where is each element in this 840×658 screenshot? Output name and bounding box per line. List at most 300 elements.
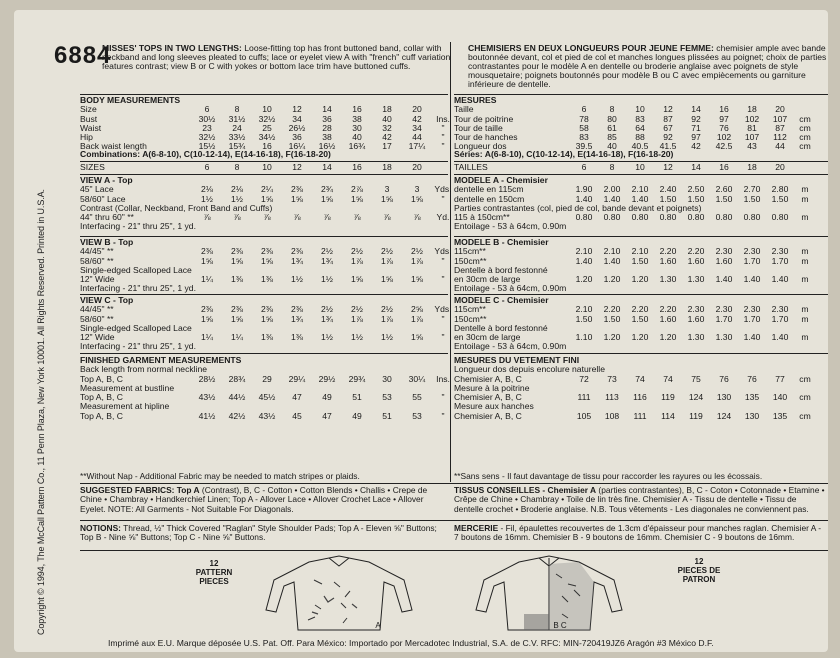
cell-value: 53 <box>412 410 422 421</box>
row-label: Top A, B, C <box>80 410 123 421</box>
row-label: Entoilage - 53 à 64cm, 0.90m <box>454 341 567 352</box>
cell-value: ⅞ <box>353 212 361 223</box>
unit: m <box>801 332 809 343</box>
cell-value: 2⅜ <box>261 304 273 315</box>
cell-value: 74 <box>635 373 645 384</box>
cell-value: 1.30 <box>715 332 733 343</box>
cell-value: 1½ <box>321 332 333 343</box>
unit: " <box>441 122 445 133</box>
cell-value: 1.50 <box>743 193 761 204</box>
cell-value: 1⅝ <box>321 193 333 204</box>
cell-value: 1¾ <box>321 313 333 324</box>
english-heading-desc: Loose-fitting top has front buttoned band, collar with neckband and long sleeves pleated to cuffs; lace or eyelet view A with "french" cuff variation features contrast; view B or C with yokes or bottom lace trim have buttoned cuffs. <box>102 43 451 71</box>
cell-value: 24 <box>232 122 242 133</box>
table-row <box>454 342 816 351</box>
size-value: 6 <box>581 162 587 172</box>
cell-value: 1⅝ <box>261 313 273 324</box>
view-a-yardage-title: VIEW A - Top <box>80 175 133 185</box>
cell-value: 2⅝ <box>411 304 423 315</box>
cell-value: 43½ <box>258 410 276 421</box>
unit: " <box>441 255 445 266</box>
cell-value: 1.50 <box>771 193 789 204</box>
cell-value: 1.40 <box>631 193 649 204</box>
tailles-row <box>454 163 794 172</box>
row-label: Taille <box>454 104 474 115</box>
cell-value: 8 <box>234 104 240 115</box>
row-label: Mesure aux hanches <box>454 401 534 412</box>
cell-value: 1⅝ <box>411 332 423 343</box>
cell-value: 1.20 <box>603 332 621 343</box>
cell-value: 2⅜ <box>261 246 273 257</box>
size-value: 14 <box>691 162 701 172</box>
cell-value: 44½ <box>228 392 246 403</box>
french-heading <box>468 44 828 89</box>
cell-value: 18 <box>747 104 757 115</box>
cell-value: 42 <box>382 132 392 143</box>
cell-value: 1⅝ <box>381 274 393 285</box>
row-label: 12" Wide <box>80 274 115 285</box>
cell-value: 14 <box>322 104 332 115</box>
cell-value: 135 <box>744 392 760 403</box>
cell-value: 76 <box>719 122 729 133</box>
cell-value: 1.50 <box>603 313 621 324</box>
mesures-title: MESURES <box>454 95 497 105</box>
mesures-vetement-fini <box>454 356 816 421</box>
cell-value: 1⅝ <box>231 313 243 324</box>
cell-value: 55 <box>412 392 422 403</box>
cell-value: 26½ <box>288 122 306 133</box>
row-label: Measurement at bustline <box>80 382 175 393</box>
unit: m <box>801 246 809 257</box>
cell-value: 15½ <box>198 141 216 152</box>
cell-value: 20 <box>775 104 785 115</box>
cell-value: 2.30 <box>771 304 789 315</box>
cell-value: 16 <box>352 104 362 115</box>
cell-value: 77 <box>775 373 785 384</box>
cell-value: 15¾ <box>228 141 246 152</box>
cell-value: 20 <box>412 104 422 115</box>
row-label: dentelle en 115cm <box>454 184 524 195</box>
cell-value: 47 <box>322 410 332 421</box>
unit: Yds. <box>434 246 452 257</box>
unit: cm <box>799 373 811 384</box>
fabrics-title: SUGGESTED FABRICS: Top A <box>80 485 200 495</box>
unit: m <box>801 313 809 324</box>
cell-value: 64 <box>635 122 645 133</box>
row-label: Measurement at hipline <box>80 401 170 412</box>
cell-value: 41½ <box>198 410 216 421</box>
cell-value: ⅞ <box>383 212 391 223</box>
cell-value: 1⅜ <box>291 332 303 343</box>
tissus-title: TISSUS CONSEILLES - Chemisier A <box>454 485 597 495</box>
cell-value: 1.50 <box>631 313 649 324</box>
cell-value: 92 <box>691 113 701 124</box>
cell-value: 1⅜ <box>261 332 273 343</box>
size-value: 8 <box>234 162 240 172</box>
french-heading-desc: chemisier ample avec bande boutonnée devant, col et pied de col et manches longues plissées au poignet; choix de parties contrastantes pour le modèle A en dentelle ou broderie anglaise avec poignets de style mousquetaire; poignets boutonnés pour modèle B ou C avec empiècements ou garniture inférieure de dentelle. <box>468 43 827 89</box>
cell-value: 30 <box>382 373 392 384</box>
cell-value: 42 <box>691 141 701 152</box>
unit: cm <box>799 113 811 124</box>
cell-value: 1⅝ <box>291 193 303 204</box>
cell-value: 3 <box>384 184 390 195</box>
cell-value: 2⅜ <box>291 304 303 315</box>
cell-value: 97 <box>719 113 729 124</box>
cell-value: 107 <box>744 132 760 143</box>
cell-value: 1⅝ <box>411 193 423 204</box>
cell-value: 49 <box>322 392 332 403</box>
view-a-label: A <box>375 621 381 630</box>
notions-title: NOTIONS: <box>80 523 121 533</box>
cell-value: 1¾ <box>291 313 303 324</box>
size-value: 18 <box>747 162 757 172</box>
pattern-envelope-back <box>14 10 828 652</box>
cell-value: 2.10 <box>631 246 649 257</box>
cell-value: 36 <box>292 132 302 143</box>
cell-value: 25 <box>262 122 272 133</box>
cell-value: 0.80 <box>603 212 621 223</box>
size-value: 20 <box>412 162 422 172</box>
cell-value: 2.00 <box>603 184 621 195</box>
row-label: 58/60" ** <box>80 313 114 324</box>
mercerie <box>454 524 826 543</box>
cell-value: 1.70 <box>743 313 761 324</box>
cell-value: 2.30 <box>743 246 761 257</box>
tailles-row-label: TAILLES <box>454 162 488 172</box>
table-row <box>454 222 816 231</box>
row-label: Longueur dos depuis encolure naturelle <box>454 364 605 375</box>
row-label: Hip <box>80 132 93 143</box>
row-label: en 30cm de large <box>454 332 521 343</box>
cell-value: 1.30 <box>659 274 677 285</box>
cell-value: 1⅝ <box>231 255 243 266</box>
row-label: dentelle en 150cm <box>454 193 525 204</box>
fabrics-text: (Contrast), B, C - Cotton • Cotton Blends • Challis • Crepe de Chine • Chambray • Handkerchief Linen; Top A - Allover Lace • Allover Crochet Lace • Allover Eyelet. NOTE: All Garments - Not Suitable For Diagonals. <box>80 485 428 514</box>
cell-value: 1.20 <box>631 274 649 285</box>
cell-value: 29¾ <box>348 373 366 384</box>
cell-value: 2⅜ <box>201 246 213 257</box>
cell-value: 102 <box>744 113 760 124</box>
cell-value: 1.40 <box>743 274 761 285</box>
cell-value: 29¼ <box>288 373 306 384</box>
cell-value: 45½ <box>258 392 276 403</box>
unit: Ins. <box>436 373 450 384</box>
row-label: Dentelle à bord festonné <box>454 264 548 275</box>
cell-value: 0.80 <box>771 212 789 223</box>
row-label: Tour de hanches <box>454 132 518 143</box>
cell-value: 42½ <box>228 410 246 421</box>
cell-value: 85 <box>607 132 617 143</box>
copyright-text: Copyright © 1994, The McCall Pattern Co., 11 Penn Plaza, New York 10001. All Rights Reserved. Printed in U.S.A. <box>36 189 46 635</box>
english-heading <box>102 44 462 71</box>
cell-value: 18 <box>382 104 392 115</box>
cell-value: 80 <box>607 113 617 124</box>
size-value: 8 <box>609 162 615 172</box>
size-value: 10 <box>635 162 645 172</box>
cell-value: 17 <box>382 141 392 152</box>
cell-value: 1.30 <box>687 332 705 343</box>
row-label: Back length from normal neckline <box>80 364 208 375</box>
cell-value: 1¾ <box>291 255 303 266</box>
cell-value: 1.70 <box>743 255 761 266</box>
pattern-pieces-count: 12 <box>209 559 219 568</box>
cell-value: 6 <box>581 104 587 115</box>
cell-value: 1.90 <box>575 184 593 195</box>
cell-value: 73 <box>607 373 617 384</box>
row-label: 115 à 150cm** <box>454 212 510 223</box>
size-value: 6 <box>204 162 210 172</box>
unit: Yds. <box>434 304 452 315</box>
cell-value: 1⅝ <box>381 193 393 204</box>
cell-value: 16 <box>262 141 272 152</box>
pattern-number: 6884 <box>54 42 112 69</box>
unit: cm <box>799 410 811 421</box>
cell-value: 113 <box>605 392 619 403</box>
size-value: 20 <box>775 162 785 172</box>
cell-value: 87 <box>775 122 785 133</box>
cell-value: 2.30 <box>687 304 705 315</box>
cell-value: 28 <box>322 122 332 133</box>
table-row <box>454 412 816 421</box>
cell-value: 119 <box>689 410 703 421</box>
cell-value: 88 <box>635 132 645 143</box>
table-row <box>80 222 454 231</box>
cell-value: 119 <box>661 392 675 403</box>
series: Séries: A(6-8-10), C(10-12-14), E(14-16-18), F(16-18-20) <box>454 149 674 159</box>
unit: " <box>441 274 445 285</box>
cell-value: 1⅝ <box>261 193 273 204</box>
cell-value: 1.50 <box>715 193 733 204</box>
cell-value: 33½ <box>228 132 246 143</box>
cell-value: 1.50 <box>659 193 677 204</box>
row-label: Interfacing - 21" thru 25", 1 yd. <box>80 283 196 294</box>
cell-value: 2.50 <box>687 184 705 195</box>
cell-value: 1⅝ <box>201 255 213 266</box>
combinations: Combinations: A(6-8-10), C(10-12-14), E(14-16-18), F(16-18-20) <box>80 149 331 159</box>
cell-value: 2.20 <box>603 304 621 315</box>
cell-value: 2.10 <box>575 246 593 257</box>
cell-value: 32 <box>382 122 392 133</box>
view-c-yardage <box>80 296 454 352</box>
cell-value: 1⅞ <box>381 313 393 324</box>
unit: " <box>441 313 445 324</box>
cell-value: 1½ <box>291 274 303 285</box>
row-label: 45" Lace <box>80 184 114 195</box>
cell-value: ⅞ <box>293 212 301 223</box>
cell-value: 1½ <box>381 332 393 343</box>
cell-value: 31½ <box>228 113 246 124</box>
sans-sens-note: **Sans sens - Il faut davantage de tissu pour raccorder les rayures ou les écossais. <box>454 471 763 481</box>
cell-value: 1.50 <box>575 313 593 324</box>
cell-value: 114 <box>661 410 675 421</box>
cell-value: 1.40 <box>603 193 621 204</box>
cell-value: 1⅝ <box>411 274 423 285</box>
cell-value: 0.80 <box>575 212 593 223</box>
cell-value: 2.10 <box>575 304 593 315</box>
mercerie-text: - Fil, épaulettes recouvertes de 1.3cm d'épaisseur pour manches raglan. Chemisier A - 7 boutons de 16mm. Chemisier B - 9 boutons de 16mm. Chemisier C - 9 boutons de 16mm. <box>454 523 822 543</box>
cell-value: 1½ <box>201 193 213 204</box>
cell-value: 34 <box>292 113 302 124</box>
cell-value: 1½ <box>321 274 333 285</box>
cell-value: 1⅝ <box>351 274 363 285</box>
cell-value: 2.10 <box>631 184 649 195</box>
cell-value: 34½ <box>258 132 276 143</box>
cell-value: 1.40 <box>603 255 621 266</box>
cell-value: 2.20 <box>631 304 649 315</box>
row-label: Interfacing - 21" thru 25", 1 yd. <box>80 341 196 352</box>
cell-value: 2.10 <box>603 246 621 257</box>
cell-value: 1¼ <box>201 274 213 285</box>
cell-value: 130 <box>744 410 760 421</box>
cell-value: 58 <box>579 122 589 133</box>
cell-value: 1⅞ <box>351 255 363 266</box>
row-label: Single-edged Scalloped Lace <box>80 322 192 333</box>
cell-value: 41.5 <box>659 141 677 152</box>
cell-value: 2.40 <box>659 184 677 195</box>
sizes-row <box>80 163 432 172</box>
suggested-fabrics <box>80 486 448 514</box>
cell-value: 10 <box>262 104 272 115</box>
cell-value: 1⅞ <box>411 313 423 324</box>
modele-b-metrage <box>454 238 816 294</box>
cell-value: 1.20 <box>659 332 677 343</box>
unit: " <box>441 410 445 421</box>
row-label: 115cm** <box>454 304 486 315</box>
cell-value: 2⅛ <box>201 184 213 195</box>
row-label: Interfacing - 21" thru 25", 1 yd. <box>80 221 196 232</box>
cell-value: 29½ <box>318 373 336 384</box>
cell-value: 1¼ <box>231 332 243 343</box>
cell-value: 43½ <box>198 392 216 403</box>
unit: m <box>801 304 809 315</box>
cell-value: 75 <box>691 373 701 384</box>
row-label: Longueur dos <box>454 141 507 152</box>
cell-value: 12 <box>292 104 302 115</box>
cell-value: 140 <box>772 392 788 403</box>
cell-value: 45 <box>292 410 302 421</box>
cell-value: 1.30 <box>687 274 705 285</box>
cell-value: 130 <box>716 392 732 403</box>
import-footer: Imprimé aux E.U. Marque déposée U.S. Pat. Off. Para México: Importado por Mercadotec Industrial, S.A. de C.V. RFC: MIN-720419JZ6 Aragón #3 México D.F. <box>108 638 714 648</box>
cell-value: 2⅜ <box>291 184 303 195</box>
row-label: Size <box>80 104 97 115</box>
table-row <box>454 284 816 293</box>
mesures <box>454 96 816 152</box>
row-label: 150cm** <box>454 313 487 324</box>
modele-c-metrage <box>454 296 816 352</box>
size-value: 14 <box>322 162 332 172</box>
cell-value: 43 <box>747 141 757 152</box>
cell-value: 87 <box>663 113 673 124</box>
cell-value: 40 <box>382 113 392 124</box>
cell-value: 2.20 <box>659 246 677 257</box>
cell-value: 2.60 <box>715 184 733 195</box>
mesures-vetement-fini-title: MESURES DU VETEMENT FINI <box>454 355 580 365</box>
size-value: 12 <box>663 162 673 172</box>
modele-b-metrage-title: MODELE B - Chemisier <box>454 237 549 247</box>
row-label: Chemisier A, B, C <box>454 410 522 421</box>
row-label: Top A, B, C <box>80 392 123 403</box>
cell-value: 2¼ <box>261 184 273 195</box>
cell-value: 1.20 <box>603 274 621 285</box>
row-label: Mesure à la poitrine <box>454 382 530 393</box>
cell-value: 39.5 <box>575 141 593 152</box>
cell-value: 1.20 <box>575 274 593 285</box>
cell-value: 1¾ <box>321 255 333 266</box>
cell-value: 1⅞ <box>381 255 393 266</box>
table-row <box>80 412 454 421</box>
cell-value: ⅞ <box>263 212 271 223</box>
row-label: Parties contrastantes (col, pied de col, bande devant et poignets) <box>454 202 702 213</box>
cell-value: 12 <box>663 104 673 115</box>
pattern-pieces-text: PATTERN PIECES <box>195 567 233 586</box>
body-measurements <box>80 96 454 152</box>
cell-value: 40 <box>352 132 362 143</box>
cell-value: 2⅜ <box>291 246 303 257</box>
row-label: 44/45" ** <box>80 246 114 257</box>
cell-value: 2.20 <box>659 304 677 315</box>
modele-a-metrage-title: MODELE A - Chemisier <box>454 175 548 185</box>
cell-value: 1.70 <box>771 255 789 266</box>
cell-value: 30¼ <box>408 373 426 384</box>
cell-value: 1¼ <box>201 332 213 343</box>
size-value: 16 <box>352 162 362 172</box>
row-label: Entoilage - 53 à 64cm, 0.90m <box>454 283 567 294</box>
unit: " <box>441 392 445 403</box>
cell-value: 1.40 <box>771 332 789 343</box>
cell-value: 2⅞ <box>351 184 363 195</box>
cell-value: 1.40 <box>575 193 593 204</box>
unit: m <box>801 255 809 266</box>
modele-a-metrage <box>454 176 816 232</box>
row-label: 115cm** <box>454 246 486 257</box>
nap-note: **Without Nap - Additional Fabric may be needed to match stripes or plaids. <box>80 471 360 481</box>
size-value: 12 <box>292 162 302 172</box>
row-label: Back waist length <box>80 141 147 152</box>
cell-value: 2½ <box>351 304 363 315</box>
cell-value: 42 <box>412 113 422 124</box>
cell-value: 2½ <box>321 246 333 257</box>
cell-value: 1⅜ <box>261 274 273 285</box>
unit: Yds. <box>434 184 452 195</box>
cell-value: 1⅞ <box>411 255 423 266</box>
cell-value: 2.30 <box>715 304 733 315</box>
unit: cm <box>799 141 811 152</box>
cell-value: 10 <box>635 104 645 115</box>
cell-value: 40.5 <box>631 141 649 152</box>
cell-value: 2½ <box>411 246 423 257</box>
cell-value: 83 <box>579 132 589 143</box>
cell-value: 76 <box>719 373 729 384</box>
cell-value: 2½ <box>321 304 333 315</box>
cell-value: 1.50 <box>631 255 649 266</box>
notions-text: Thread, ½" Thick Covered "Raglan" Style Shoulder Pads; Top A - Eleven ⅝" Buttons; Top B - Nine ⅝" Buttons; Top C - Nine ⅝" Buttons. <box>80 523 437 543</box>
cell-value: 2.20 <box>687 246 705 257</box>
mercerie-title: MERCERIE <box>454 523 499 533</box>
cell-value: 0.80 <box>743 212 761 223</box>
cell-value: 2.70 <box>743 184 761 195</box>
cell-value: 76 <box>747 373 757 384</box>
cell-value: 111 <box>577 392 591 403</box>
row-label: 58/60" ** <box>80 255 114 266</box>
row-label: Top A, B, C <box>80 373 123 384</box>
unit: Ins. <box>436 113 450 124</box>
cell-value: 53 <box>382 392 392 403</box>
unit: " <box>441 141 445 152</box>
copyright-strip <box>14 10 62 652</box>
cell-value: 2.30 <box>771 246 789 257</box>
cell-value: 0.80 <box>715 212 733 223</box>
